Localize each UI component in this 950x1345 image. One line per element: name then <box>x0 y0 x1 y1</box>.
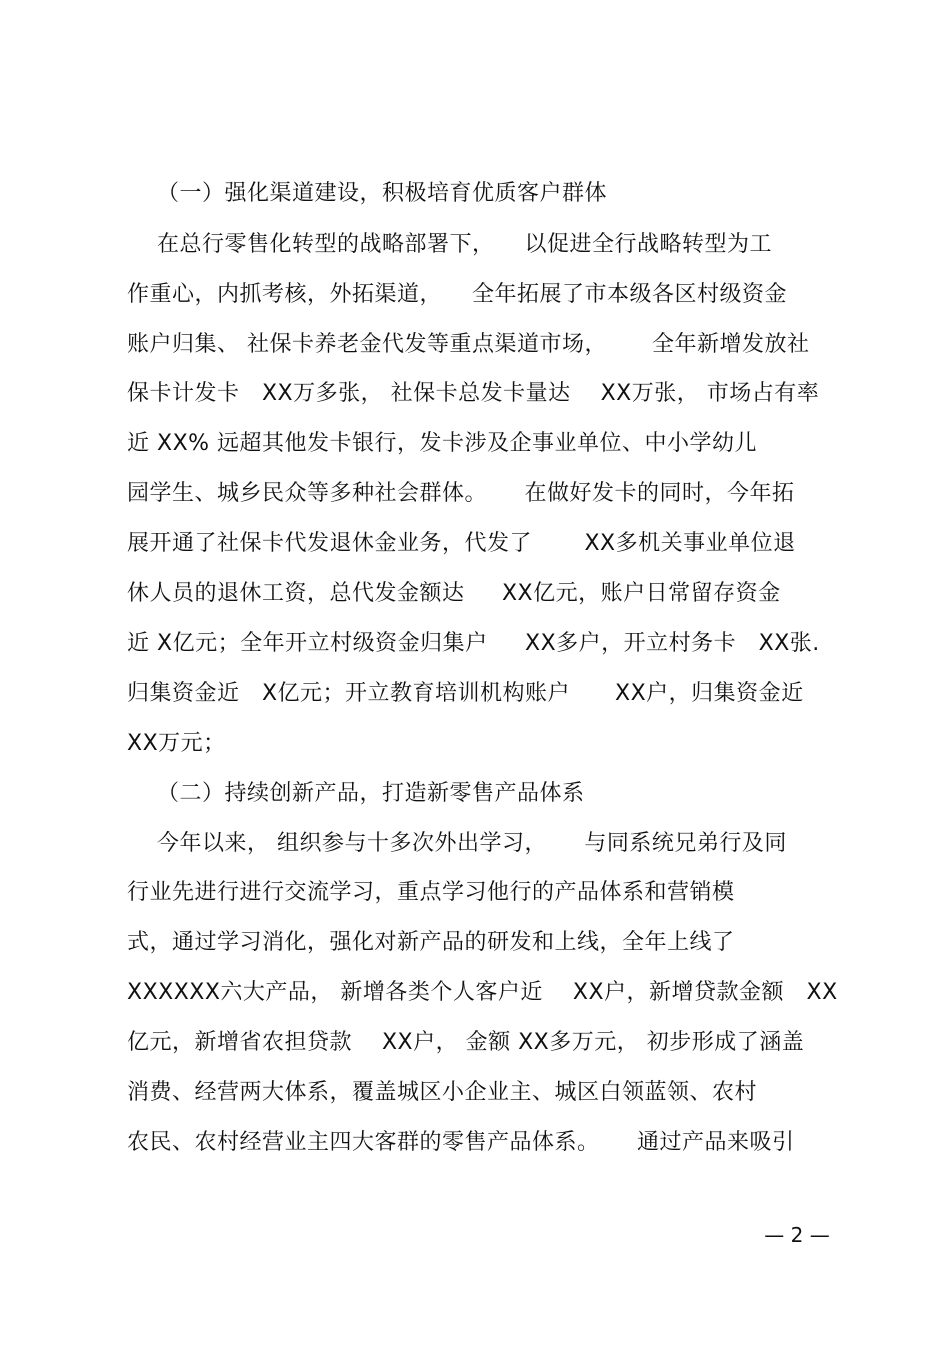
paragraph-line: XXXXXX六大产品， 新增各类个人客户近 XX户，新增贷款金额 XX <box>127 980 838 1005</box>
paragraph-line: 展开通了社保卡代发退休金业务，代发了 XX多机关事业单位退 <box>127 531 796 556</box>
paragraph-line: 行业先进行进行交流学习，重点学习他行的产品体系和营销模 <box>127 880 735 905</box>
paragraph-line: 在总行零售化转型的战略部署下， 以促进全行战略转型为工 <box>127 232 772 257</box>
paragraph-line: 式，通过学习消化，强化对新产品的研发和上线，全年上线了 <box>127 930 735 955</box>
paragraph-line: 保卡计发卡 XX万多张， 社保卡总发卡量达 XX万张， 市场占有率 <box>127 381 820 406</box>
paragraph-line: 近 X亿元；全年开立村级资金归集户 XX多户，开立村务卡 XX张. <box>127 631 820 656</box>
page-number: — 2 — <box>764 1223 830 1247</box>
paragraph-line: 园学生、城乡民众等多种社会群体。 在做好发卡的同时，今年拓 <box>127 481 795 506</box>
paragraph-line: 近 XX% 远超其他发卡银行，发卡涉及企事业单位、中小学幼儿 <box>127 431 758 456</box>
paragraph-line: 农民、农村经营业主四大客群的零售产品体系。 通过产品来吸引 <box>127 1130 795 1155</box>
paragraph-line: 归集资金近 X亿元；开立教育培训机构账户 XX户，归集资金近 <box>127 681 804 706</box>
paragraph-line: 亿元，新增省农担贷款 XX户， 金额 XX多万元， 初步形成了涵盖 <box>127 1030 805 1055</box>
paragraph-line: 作重心，内抓考核，外拓渠道， 全年拓展了市本级各区村级资金 <box>127 282 787 307</box>
paragraph-line: 今年以来， 组织参与十多次外出学习， 与同系统兄弟行及同 <box>127 831 787 856</box>
section-heading-1: （一）强化渠道建设，积极培育优质客户群体 <box>127 181 607 206</box>
paragraph-line: 消费、经营两大体系，覆盖城区小企业主、城区白领蓝领、农村 <box>127 1080 758 1105</box>
section-heading-2: （二）持续创新产品，打造新零售产品体系 <box>127 781 585 806</box>
paragraph-line: 休人员的退休工资，总代发金额达 XX亿元，账户日常留存资金 <box>127 581 781 606</box>
paragraph-line: XX万元； <box>127 731 226 756</box>
paragraph-line: 账户归集、 社保卡养老金代发等重点渠道市场， 全年新增发放社 <box>127 332 810 357</box>
